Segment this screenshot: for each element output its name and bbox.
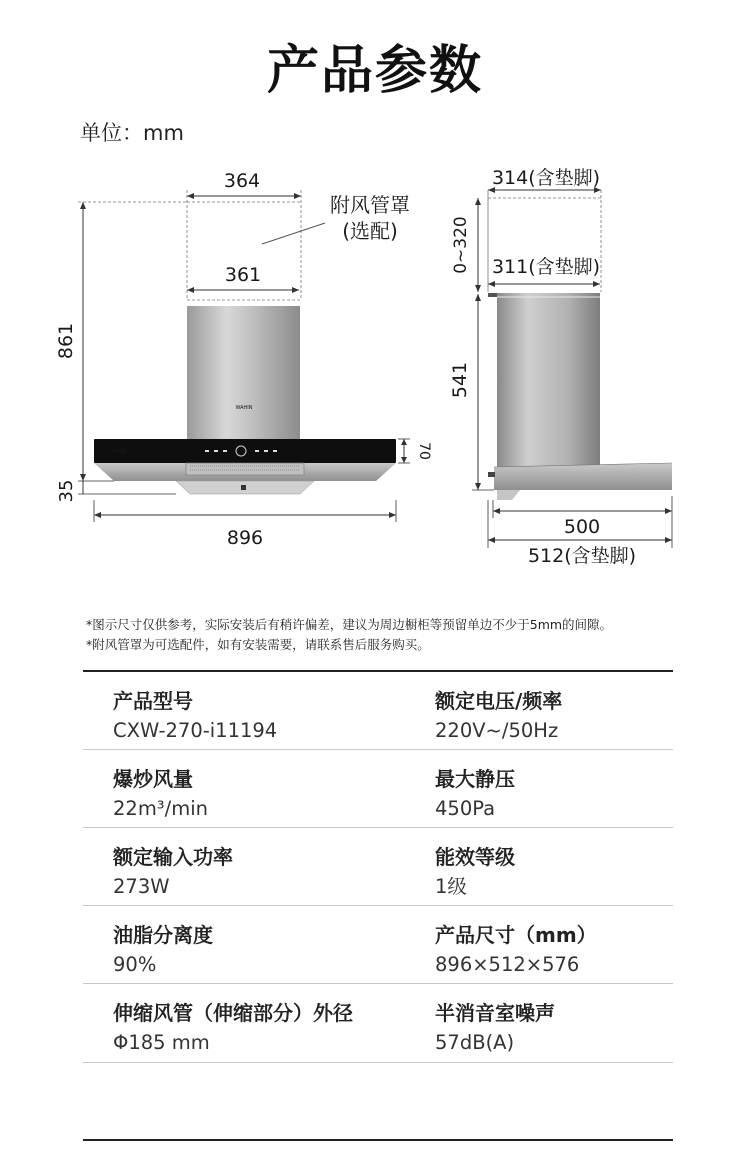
spec-row — [83, 750, 673, 828]
front-panel-height-label: 70 — [416, 442, 432, 460]
bottom-divider — [83, 1139, 673, 1141]
spec-cell — [405, 750, 673, 827]
spec-value: 90% — [113, 953, 157, 976]
spec-row — [83, 906, 673, 984]
spec-label: 伸缩风管（伸缩部分）外径 — [113, 1001, 353, 1025]
spec-cell — [83, 828, 405, 905]
spec-cell — [405, 906, 673, 983]
spec-value: 896×512×576 — [435, 953, 580, 976]
spec-value: Φ185 mm — [113, 1031, 210, 1054]
spec-value: 450Pa — [435, 797, 496, 820]
spec-row — [83, 672, 673, 750]
spec-label: 产品尺寸（mm） — [435, 923, 597, 947]
side-chimney — [497, 293, 600, 467]
spec-label: 油脂分离度 — [113, 923, 213, 947]
unit-label: 单位：mm — [80, 121, 184, 145]
spec-cell — [83, 750, 405, 827]
spec-row — [83, 984, 673, 1063]
chimney-brand-mark: WAHIN — [235, 405, 253, 411]
spec-cell — [405, 672, 673, 749]
duct-note-line2: (选配) — [342, 219, 398, 243]
spec-label: 爆炒风量 — [113, 767, 193, 791]
spec-row — [83, 828, 673, 906]
front-chimney-width-label: 361 — [224, 264, 262, 286]
notes — [86, 615, 612, 655]
side-top-width-label: 314(含垫脚) — [491, 167, 601, 189]
front-total-width-label: 896 — [226, 527, 264, 549]
spec-label: 半消音室噪声 — [435, 1001, 555, 1025]
spec-label: 产品型号 — [113, 689, 193, 713]
spec-cell — [405, 828, 673, 905]
front-glass-panel — [94, 439, 396, 463]
side-body-height-label: 541 — [449, 361, 471, 399]
side-total-depth-label: 512(含垫脚) — [527, 545, 637, 567]
spec-label: 最大静压 — [435, 767, 515, 791]
note-line: *图示尺寸仅供参考，实际安装后有稍许偏差，建议为周边橱柜等预留单边不少于5mm的间隙。 — [86, 617, 613, 632]
note-line: *附风管罩为可选配件，如有安装需要，请联系售后服务购买。 — [86, 637, 430, 652]
spec-value: 273W — [113, 875, 170, 898]
front-total-height-label: 861 — [55, 322, 77, 360]
spec-value: 1级 — [435, 875, 467, 898]
duct-note-line1: 附风管罩 — [330, 193, 410, 217]
front-chimney — [187, 306, 300, 440]
spec-value: 220V~/50Hz — [435, 719, 559, 742]
side-hood-base — [494, 463, 672, 490]
spec-cell — [83, 672, 405, 749]
spec-cell — [83, 906, 405, 983]
spec-value: CXW-270-i11194 — [113, 719, 278, 742]
spec-table — [83, 670, 673, 1063]
spec-label: 额定电压/频率 — [435, 689, 563, 713]
spec-label: 额定输入功率 — [113, 845, 233, 869]
spec-label: 能效等级 — [435, 845, 515, 869]
spec-cell — [83, 984, 405, 1062]
side-top-height-label: 0~320 — [451, 216, 471, 274]
page-title: 产品参数 — [266, 41, 483, 101]
spec-value: 22m³/min — [113, 797, 208, 820]
front-bottom-offset-label: 35 — [56, 479, 77, 503]
side-chimney-width-label: 311(含垫脚) — [491, 256, 601, 278]
spec-cell — [405, 984, 673, 1062]
dimension-diagram — [0, 160, 750, 584]
front-top-width-label: 364 — [223, 170, 261, 192]
spec-value: 57dB(A) — [435, 1031, 515, 1054]
side-depth-label: 500 — [563, 516, 601, 538]
panel-brand-mark: WAHIN — [112, 449, 126, 454]
